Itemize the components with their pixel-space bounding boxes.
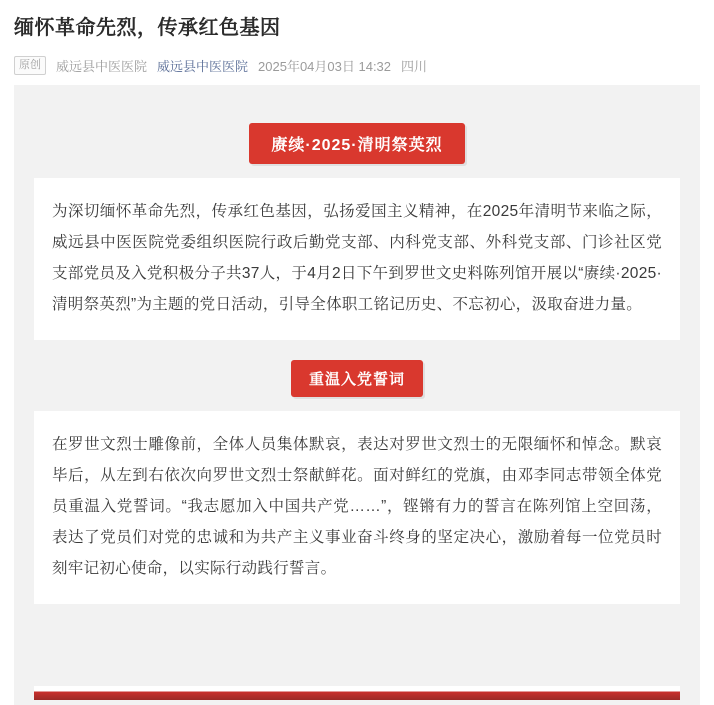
- page-title: 缅怀革命先烈，传承红色基因: [14, 17, 281, 39]
- article-body: [14, 85, 700, 705]
- oath-banner: 重温入党誓词: [291, 360, 423, 397]
- photo-preview: [34, 686, 680, 700]
- main-banner: 赓续·2025·清明祭英烈: [249, 123, 464, 164]
- original-badge: 原创: [14, 56, 46, 74]
- meta-source: 威远县中医医院: [56, 59, 148, 74]
- meta-account-link[interactable]: 威远县中医医院: [157, 59, 249, 74]
- oath-paragraph: 在罗世文烈士雕像前，全体人员集体默哀，表达对罗世文烈士的无限缅怀和悼念。默哀毕后，从左到右依次向罗世文烈士祭献鲜花。面对鲜红的党旗，由邓李同志带领全体党员重温入党誓词。“我志愿加入中国共产党……”，铿锵有力的誓言在陈列馆上空回荡，表达了党员们对党的忠诚和为共产主义事业奋斗终身的坚定决心，激励着每一位党员时刻牢记初心使命，以实际行动践行誓言。: [34, 411, 680, 604]
- intro-paragraph: 为深切缅怀革命先烈，传承红色基因，弘扬爱国主义精神，在2025年清明节来临之际，威远县中医医院党委组织医院行政后勤党支部、内科党支部、外科党支部、门诊社区党支部党员及入党积极分子共37人，于4月2日下午到罗世文史料陈列馆开展以“赓续·2025·清明祭英烈”为主题的党日活动，引导全体职工铭记历史、不忘初心，汲取奋进力量。: [34, 178, 680, 340]
- article-meta: [0, 42, 714, 85]
- meta-location: 四川: [401, 59, 428, 74]
- bottom-content-strip: [14, 684, 700, 700]
- meta-date: 2025年04月03日 14:32: [258, 59, 392, 74]
- main-banner-row: [14, 103, 700, 178]
- oath-banner-row: [14, 340, 700, 411]
